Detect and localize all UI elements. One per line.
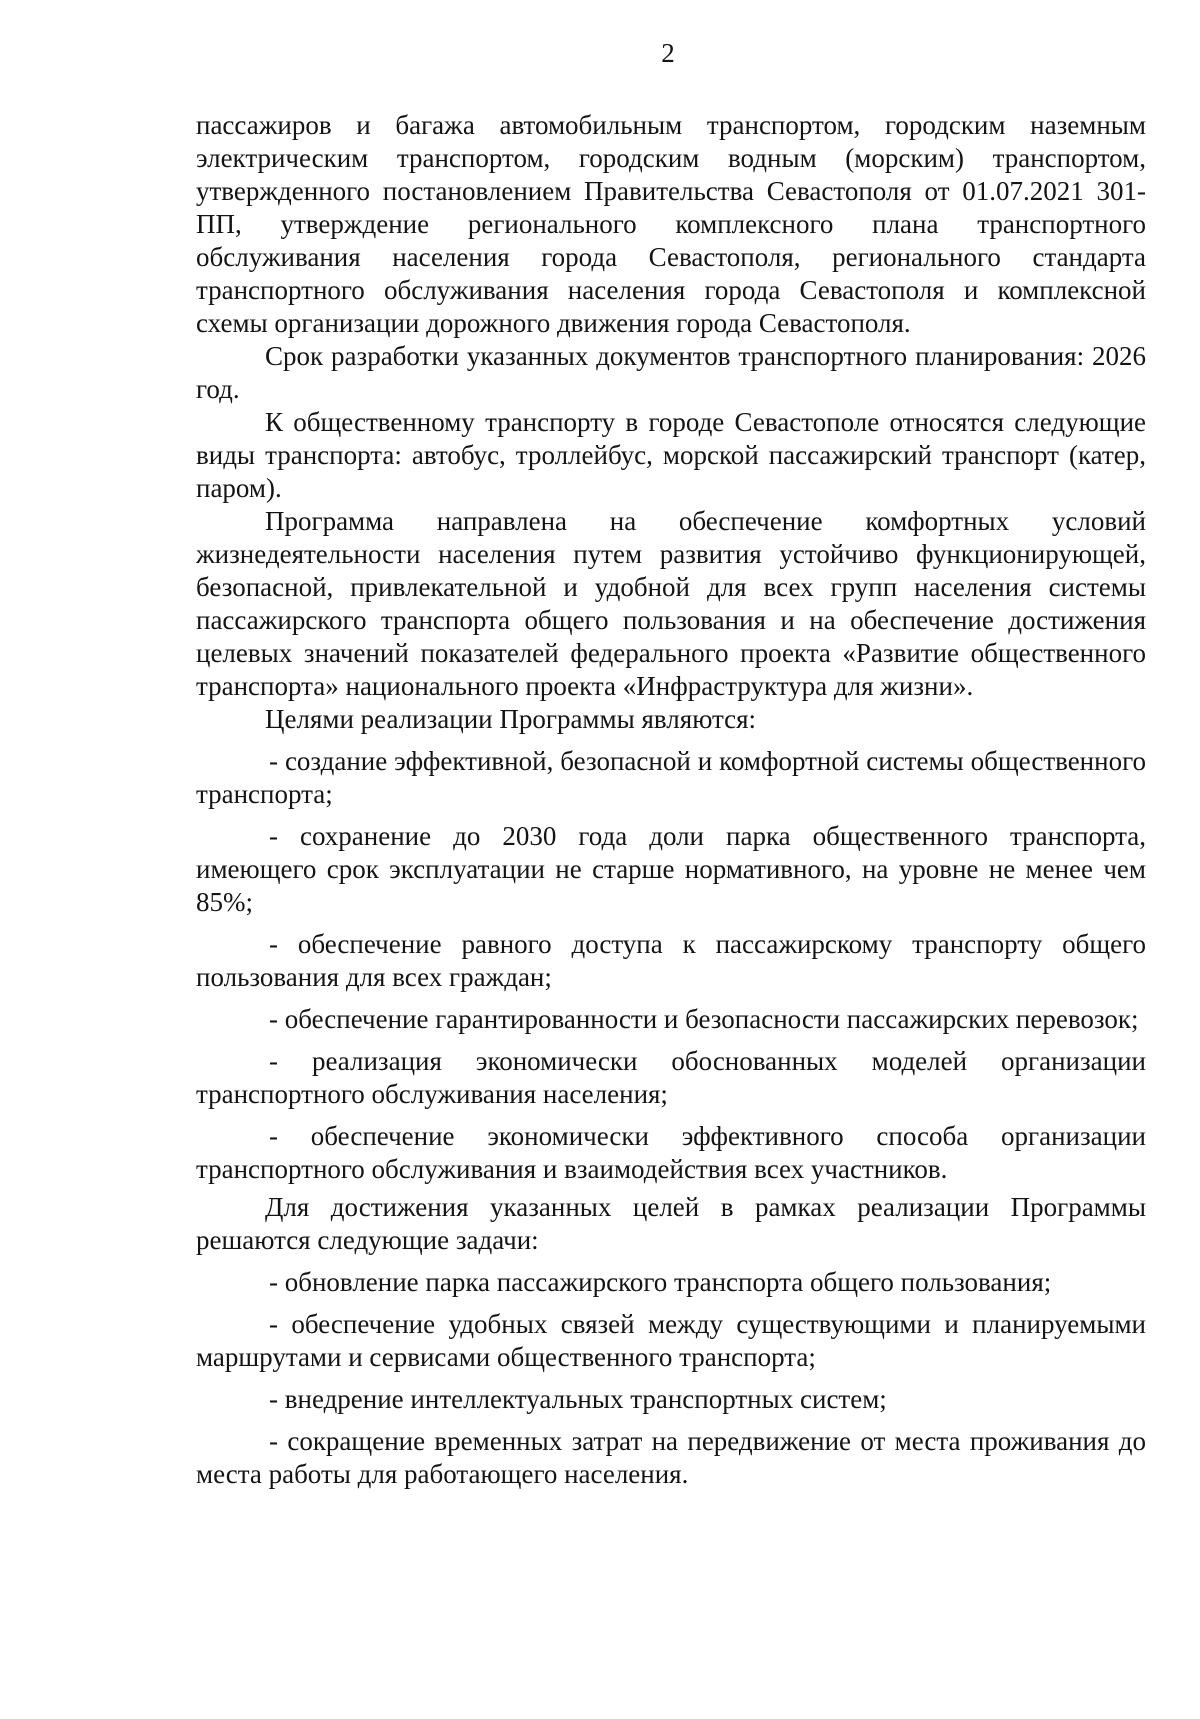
goal-item: - реализация экономически обоснованных моделей организации транспортного обслуживания населения; <box>196 1046 1146 1109</box>
paragraph-goals-heading: Целями реализации Программы являются: <box>265 704 757 734</box>
page-number: 2 <box>661 38 675 68</box>
document-body <box>196 109 1146 1491</box>
paragraph-program-aim: Программа направлена на обеспечение комфортных условий жизнедеятельности населения путем развития устойчиво функционирующей, безопасной, привлекательной и удобной для всех групп населения системы пассажирского транспорта общего пользования и на обеспечение достижения целевых значений показателей федерального проекта «Развитие общественного транспорта» национального проекта «Инфраструктура для жизни». <box>196 506 1146 701</box>
paragraph-continuation: пассажиров и багажа автомобильным транспортом, городским наземным электрическим транспортом, городским водным (морским) транспортом, утвержденного постановлением Правительства Севастополя от 01.07.2021 301-ПП, утверждение регионального комплексного плана транспортного обслуживания населения города Севастополя, регионального стандарта транспортного обслуживания населения города Севастополя и комплексной схемы организации дорожного движения города Севастополя. <box>196 110 1146 338</box>
goal-item: - создание эффективной, безопасной и комфортной системы общественного транспорта; <box>196 746 1146 809</box>
paragraph-transport-types: К общественному транспорту в городе Севастополе относятся следующие виды транспорта: автобус, троллейбус, морской пассажирский транспорт (катер, паром). <box>196 407 1146 503</box>
goal-item: - обеспечение равного доступа к пассажирскому транспорту общего пользования для всех граждан; <box>196 929 1146 992</box>
goal-item: - сохранение до 2030 года доли парка общественного транспорта, имеющего срок эксплуатации не старше нормативного, на уровне не менее чем 85%; <box>196 821 1146 917</box>
goal-item: - обеспечение экономически эффективного способа организации транспортного обслуживания и взаимодействия всех участников. <box>196 1121 1146 1184</box>
goal-item: - обеспечение гарантированности и безопасности пассажирских перевозок; <box>269 1004 1139 1034</box>
task-item: - внедрение интеллектуальных транспортных систем; <box>269 1384 887 1414</box>
paragraph-tasks-intro: Для достижения указанных целей в рамках реализации Программы решаются следующие задачи: <box>196 1192 1146 1255</box>
task-item: - обеспечение удобных связей между существующими и планируемыми маршрутами и сервисами общественного транспорта; <box>196 1309 1146 1372</box>
task-item: - обновление парка пассажирского транспорта общего пользования; <box>269 1267 1052 1297</box>
task-item: - сокращение временных затрат на передвижение от места проживания до места работы для работающего населения. <box>196 1426 1146 1489</box>
paragraph-deadline: Срок разработки указанных документов транспортного планирования: 2026 год. <box>196 341 1146 404</box>
